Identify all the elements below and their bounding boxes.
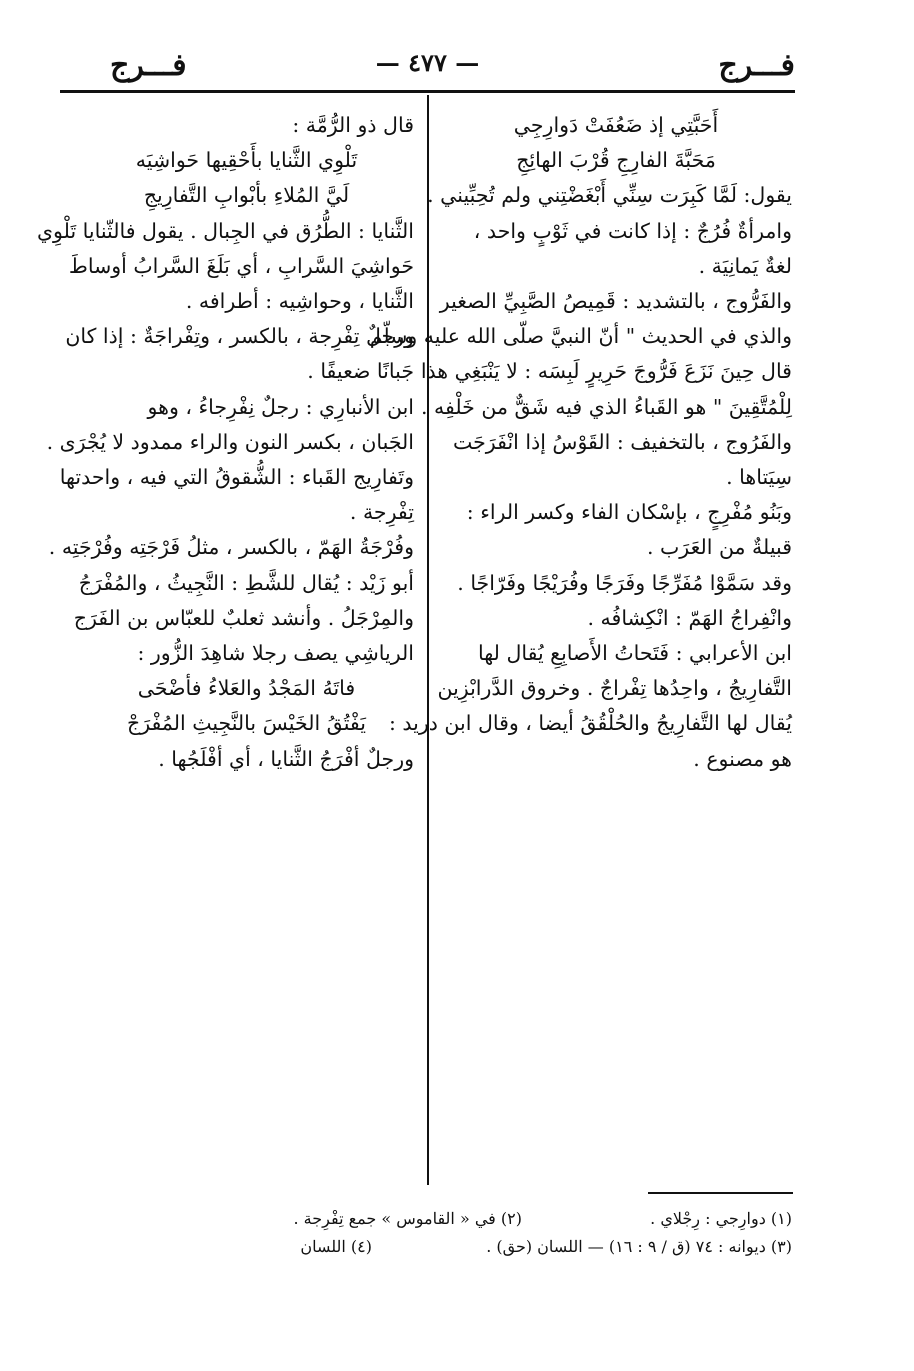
text-line: ابن الأعرابي : فَتَحاتُ الأَصابِعِ يُقال لها	[477, 641, 792, 666]
text-line: تَلْوِي الثَّنايا بأَحْقِيها حَواشِيَه	[135, 148, 358, 173]
text-line: قال حِينَ نَزَعَ فَرُّوجَ حَرِيرٍ لَبِسَه : لا يَنْبَغِي هذا	[420, 359, 792, 384]
text-line: قال ذو الرُّمَّة :	[292, 113, 414, 137]
text-line: وامرأةٌ فُرُجٌ : إذا كانت في ثَوْبٍ واحد ،	[473, 218, 792, 243]
text-line: الثَّنايا : الطُّرُق في الجِبال . يقول فالثّنايا تَلْوِي	[37, 218, 414, 243]
footnote-3: (٣) ديوانه : ٧٤ (ق / ٩ : ١٦) — اللسان (حق) .	[486, 1237, 792, 1256]
text-line: وقد سَمَّوْا مُفَرِّجًا وفَرَجًا وفُرَيْجًا وفَرّاجًا .	[457, 570, 792, 595]
text-line: والمِرْجَلُ . وأنشد ثعلبٌ للعبّاس بن الفَرَج	[73, 605, 414, 630]
text-line: لَيَّ المُلاءِ بأبْوابِ التَّفارِيجِ	[143, 183, 350, 208]
header-left-word: فـــرج	[110, 48, 187, 83]
text-line: يُقال لها التَّفارِيجُ والحُلْقُقُ أيضا ، وقال ابن دريد :	[388, 711, 792, 736]
text-line: تِفْرِجة .	[349, 500, 414, 525]
text-line: الجَبان ، بكسر النون والراء ممدود لا يُجْرَى .	[46, 429, 414, 454]
text-line: والذي في الحديث " أنّ النبيَّ صلّى الله عليه وسلّم	[369, 324, 792, 349]
text-line: وبَنُو مُفْرِجٍ ، بإسْكان الفاء وكسر الراء :	[466, 500, 792, 525]
text-line: أبو زَيْد : يُقال للشَّطِ : النَّجِيثُ ، والمُفْرَجُ	[78, 570, 414, 595]
text-line: والفَرُّوج ، بالتشديد : قَمِيصُ الصَّبِيِّ الصغير	[439, 289, 792, 314]
text-line: ورجلٌ أفْرَجُ الثَّنايا ، أي أفْلَجُها .	[158, 746, 414, 771]
text-line: ابن الأنبارِي : رجلٌ نِفْرِجاءُ ، وهو	[147, 394, 414, 419]
text-line: الثَّنايا ، وحواشِيه : أطرافه .	[185, 289, 414, 314]
text-line: حَواشِيَ السَّرابِ ، أي بَلَغَ السَّرابُ أوساطَ	[68, 253, 414, 278]
text-line: سِيَتاها .	[726, 465, 792, 490]
text-line: يَفْتُقُ الخَيْسَ بالنَّجِيثِ المُفْرَجْ	[126, 711, 367, 736]
footnote-rule	[648, 1192, 793, 1194]
text-line: هو مصنوع .	[693, 746, 792, 771]
text-line: فاتَهُ المَجْدُ والعَلاءُ فأضْحَى	[137, 676, 356, 701]
text-line: والفَرُوج ، بالتخفيف : القَوْسُ إذا انْفَرَجَت	[452, 429, 792, 454]
footnote-4: (٤) اللسان	[300, 1237, 372, 1256]
text-line: قبيلةٌ من العَرَب .	[646, 535, 792, 560]
column-divider	[427, 95, 429, 1185]
text-line: التَّفارِيجُ ، واحِدُها تِفْراجٌ . وخروق الدَّرابْزِين	[437, 676, 792, 701]
footnotes	[92, 1205, 792, 1261]
text-line: يقول: لَمَّا كَبِرَت سِنِّي أَبْغَضْتِني ولم تُحِبِّيني .	[427, 183, 792, 208]
text-line: ورجلٌ تِفْرِجة ، بالكسر ، وتِفْراجَةٌ : إذا كان	[65, 324, 414, 349]
text-line: الرياشِي يصف رجلا شاهِدَ الزُّور :	[137, 641, 414, 666]
text-line: مَحَبَّةَ الفارِجِ قُرْبَ الهائِجِ	[516, 148, 716, 173]
page-number: — ٤٧٧ —	[375, 48, 480, 77]
text-line: جَبانًا ضعيفًا .	[307, 359, 414, 384]
text-line: لِلْمُتَّقِينَ " هو القَباءُ الذي فيه شَقٌّ من خَلْفِه .	[420, 394, 792, 419]
text-line: وتَفارِيج القَباء : الشُّقوقُ التي فيه ، واحدتها	[59, 465, 414, 490]
footnote-1: (١) دوارِجي : رِجْلاي .	[650, 1209, 792, 1228]
text-line: أَحَبَّتِي إذ ضَعُفَتْ دَوارِجِي	[513, 113, 719, 137]
left-column	[37, 108, 414, 777]
footnote-2: (٢) في « القاموس » جمع تِفْرِجة .	[293, 1209, 522, 1228]
text-line: وانْفِراجُ الهَمّ : انْكِشافُه .	[587, 605, 792, 630]
header-right-word: فـــرج	[718, 48, 795, 83]
page-header	[60, 40, 795, 82]
text-line: وفُرْجَةُ الهَمّ ، بالكسر ، مثلُ فَرْجَتِه وفُرْجَتِه .	[48, 535, 414, 560]
header-rule	[60, 90, 795, 93]
text-line: لغةٌ يَمانِيَة .	[698, 253, 792, 278]
